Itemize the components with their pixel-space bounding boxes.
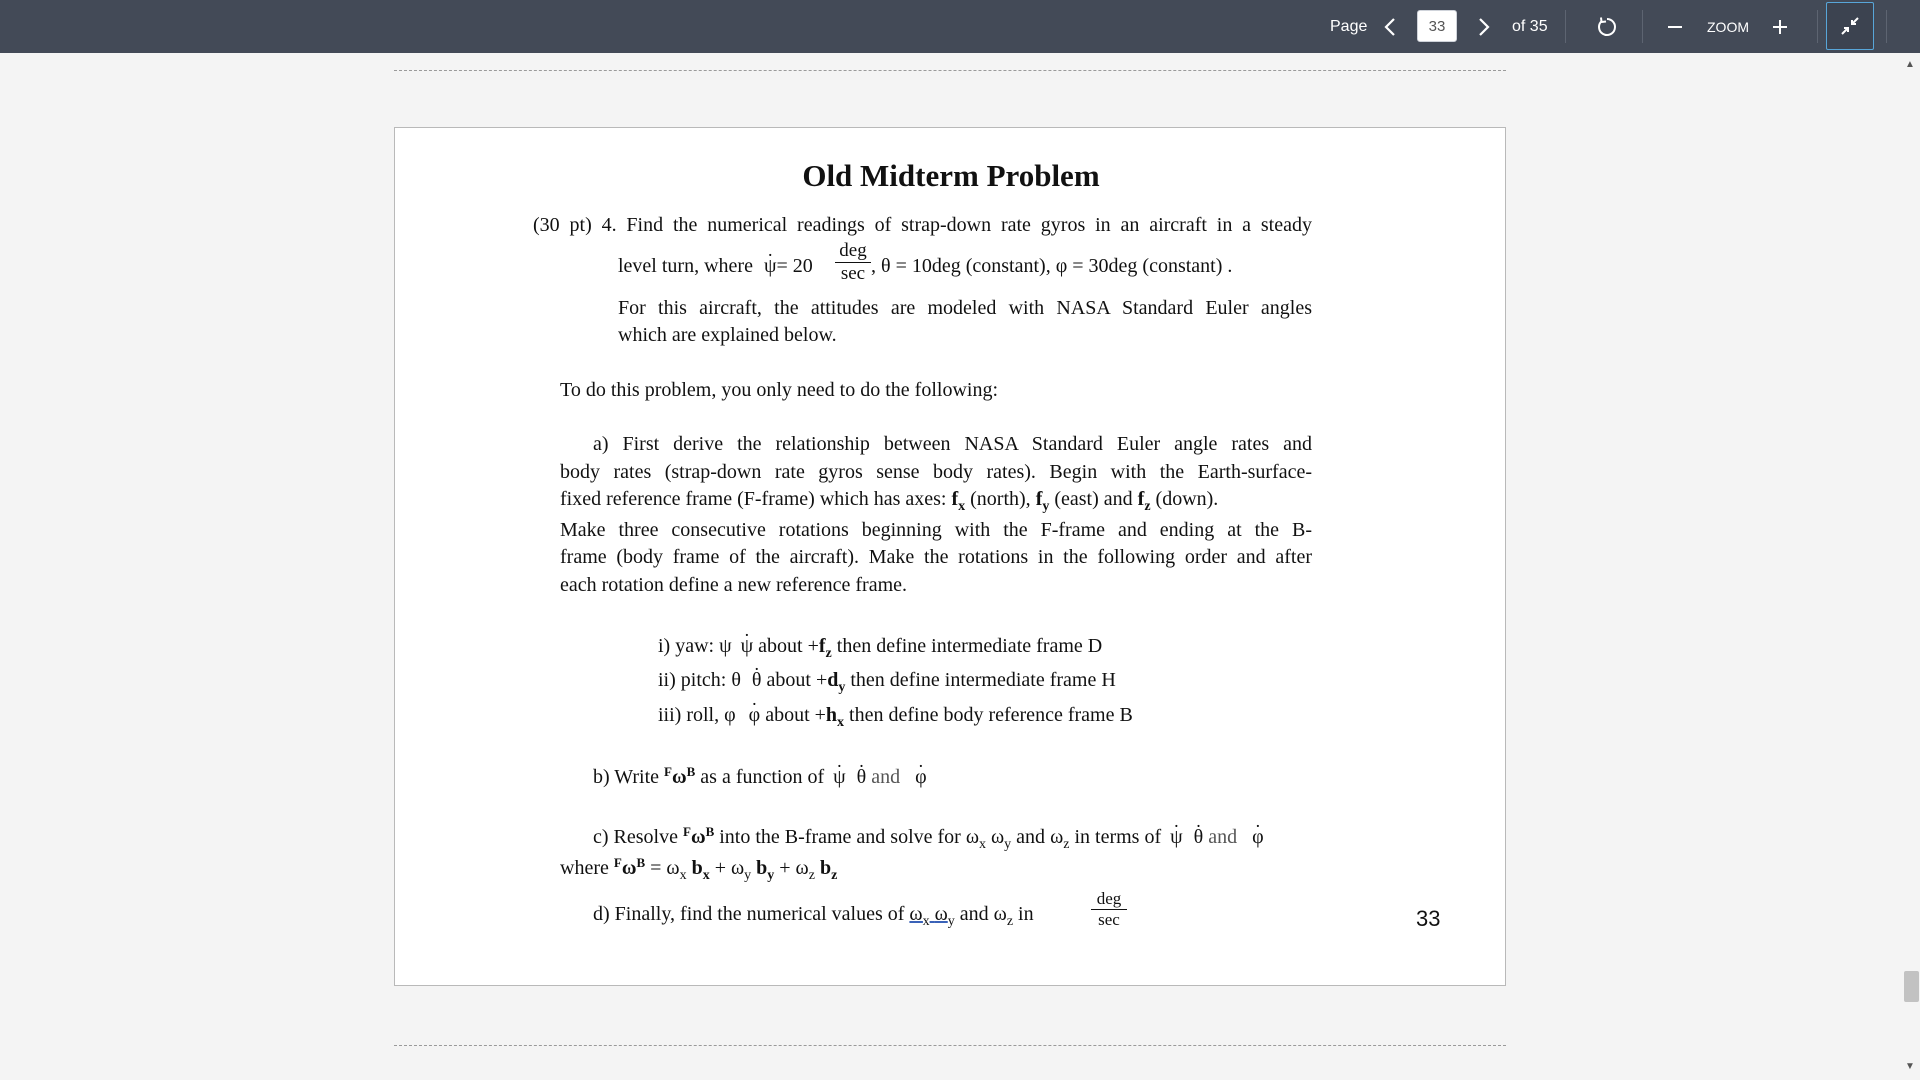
part-b-text: b) Write $^F\omega^B$ as a function of . ψ . θ and . φ bbox=[593, 765, 927, 789]
total-pages-label: of 35 bbox=[1512, 17, 1548, 35]
vertical-scrollbar[interactable] bbox=[1900, 53, 1920, 1080]
page-label: Page bbox=[1330, 17, 1368, 35]
part-a-text: body rates (strap-down rate gyros sense body rates). Begin with the Earth-surface- bbox=[560, 461, 1312, 483]
scroll-down-arrow-icon[interactable]: ▼ bbox=[1905, 1061, 1915, 1072]
toolbar-divider bbox=[1642, 10, 1643, 43]
next-page-button[interactable] bbox=[1472, 0, 1496, 53]
toolbar-divider bbox=[1817, 10, 1818, 43]
minus-icon bbox=[1667, 19, 1683, 35]
viewer-toolbar bbox=[0, 0, 1920, 53]
rotate-button[interactable] bbox=[1592, 0, 1622, 53]
scroll-up-arrow-icon[interactable]: ▲ bbox=[1905, 59, 1915, 70]
psi-dot-symbol: . ψ bbox=[764, 254, 777, 278]
zoom-out-button[interactable] bbox=[1663, 0, 1687, 53]
zoom-label: ZOOM bbox=[1707, 18, 1749, 35]
rotation-item: i) yaw: ψ . ψ about $+f_z$ then define intermediate frame D bbox=[658, 634, 1102, 658]
page-number-label: 33 bbox=[1416, 906, 1441, 931]
page-number-input[interactable] bbox=[1417, 10, 1457, 42]
rotate-icon bbox=[1595, 15, 1619, 39]
deg-per-sec-fraction: deg sec bbox=[835, 240, 871, 285]
problem-text: level turn, where . ψ= 20 bbox=[618, 254, 813, 278]
page-title: Old Midterm Problem bbox=[802, 158, 1100, 193]
problem-text: , θ = 10deg (constant), φ = 30deg (constant) . bbox=[871, 255, 1233, 277]
pdf-page bbox=[394, 127, 1506, 986]
toolbar-divider bbox=[1565, 10, 1566, 43]
problem-text: (30 pt) 4. Find the numerical readings of strap-down rate gyros in an aircraft in a steady bbox=[533, 214, 1312, 236]
part-c-text: where $^F\omega^B = \omega_x$ $b_x + \omega_y$ $b_y + \omega_z$ $b_z$ bbox=[560, 855, 838, 883]
exit-fullscreen-button[interactable] bbox=[1826, 2, 1874, 50]
plus-icon bbox=[1772, 19, 1788, 35]
deg-per-sec-fraction: deg sec bbox=[1091, 889, 1127, 930]
rotation-item: iii) roll, φ . φ about $+h_x$ then define body reference frame B bbox=[658, 703, 1133, 727]
previous-page-button[interactable] bbox=[1378, 0, 1402, 53]
instructions-text: To do this problem, you only need to do the following: bbox=[560, 379, 998, 401]
part-a-text: a) First derive the relationship between NASA Standard Euler angle rates and bbox=[593, 433, 1312, 455]
collapse-icon bbox=[1840, 16, 1860, 36]
toolbar-divider bbox=[1886, 10, 1887, 43]
page-separator bbox=[394, 1045, 1506, 1046]
part-a-text: fixed reference frame (F-frame) which has axes: $f_x$ (north), $f_y$ (east) and $f_z$ (down). bbox=[560, 488, 1219, 514]
scrollbar-thumb[interactable] bbox=[1904, 971, 1919, 1002]
problem-text: For this aircraft, the attitudes are modeled with NASA Standard Euler angles bbox=[618, 297, 1312, 319]
page-separator bbox=[394, 70, 1506, 71]
part-d-text: d) Finally, find the numerical values of $\omega_x$ $\omega_y$ and $\omega_z$ in bbox=[593, 903, 1034, 929]
part-c-text: c) Resolve $^F\omega^B$ into the B-frame and solve for $\omega_x$ $\omega_y$ and $\omega_z$ in terms of . ψ . θ and . φ bbox=[593, 825, 1264, 849]
part-a-text: Make three consecutive rotations beginning with the F-frame and ending at the B- bbox=[560, 519, 1312, 541]
chevron-left-icon bbox=[1383, 17, 1397, 37]
problem-text: which are explained below. bbox=[618, 324, 837, 346]
part-a-text: frame (body frame of the aircraft). Make the rotations in the following order and after bbox=[560, 546, 1312, 568]
rotation-item: ii) pitch: θ . θ about $+d_y$ then define intermediate frame H bbox=[658, 668, 1116, 692]
chevron-right-icon bbox=[1477, 17, 1491, 37]
part-a-text: each rotation define a new reference frame. bbox=[560, 574, 908, 596]
zoom-in-button[interactable] bbox=[1768, 0, 1792, 53]
